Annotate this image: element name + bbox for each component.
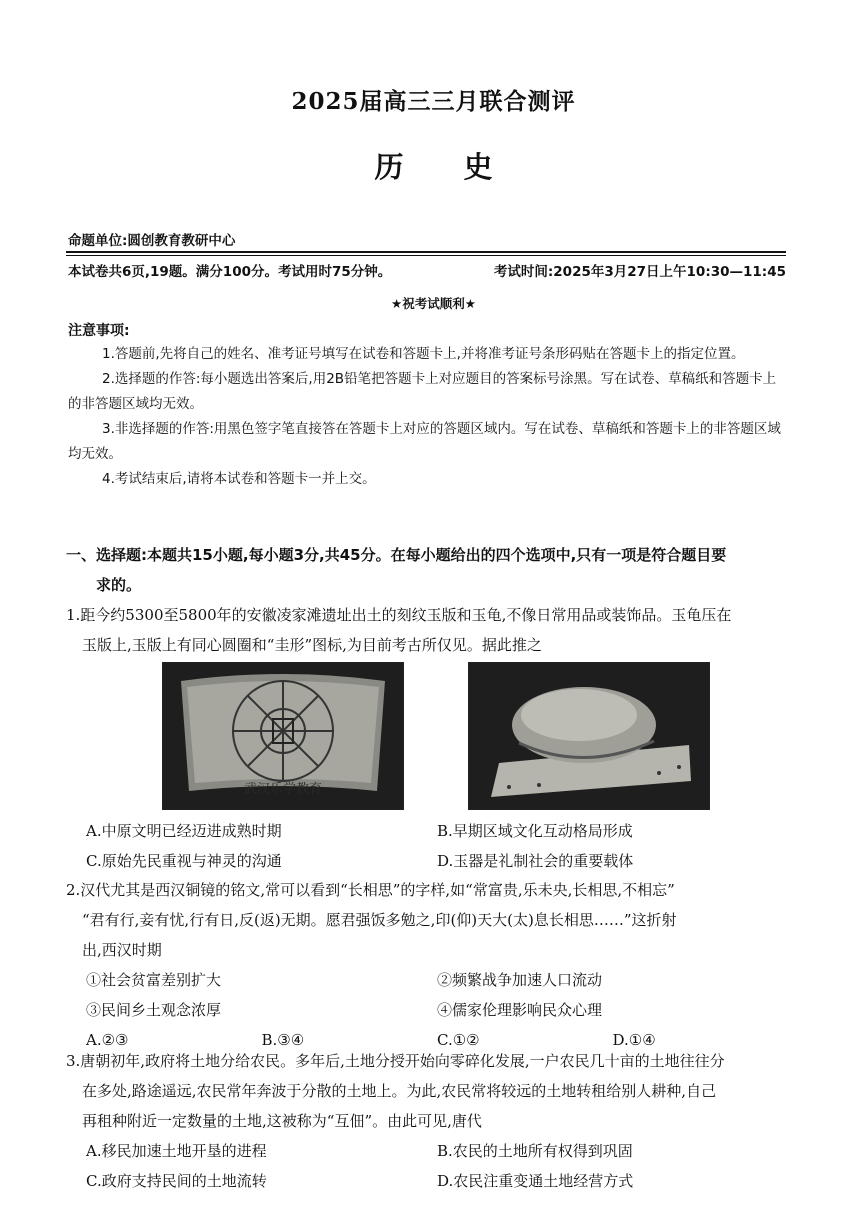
notice-item: 2.选择题的作答:每小题选出答案后,用2B铅笔把答题卡上对应题目的答案标号涂黑。写在试卷、草稿纸和答题卡上的非答题区域均无效。 xyxy=(68,371,777,412)
question-3-stem-line: 3.唐朝初年,政府将土地分给农民。多年后,土地分授开始向零碎化发展,一户农民几十亩的土地往往分 xyxy=(66,1052,725,1070)
option-b: B.早期区域文化互动格局形成 xyxy=(437,822,633,840)
option-d: D.农民注重变通土地经营方式 xyxy=(437,1172,634,1190)
option-c: C.原始先民重视与神灵的沟通 xyxy=(86,852,282,870)
option-a: A.②③ xyxy=(86,1031,129,1049)
section-heading: 一、选择题:本题共15小题,每小题3分,共45分。在每小题给出的四个选项中,只有一项是符合题目要 求的。 xyxy=(66,546,727,594)
option-c: C.①② xyxy=(437,1031,480,1049)
question-3-stem-line: 在多处,路途遥远,农民常年奔波于分散的土地上。为此,农民常将较远的土地转租给别人耕种,自己 xyxy=(82,1082,717,1100)
question-1-stem-line: 1.距今约5300至5800年的安徽凌家滩遗址出土的刻纹玉版和玉龟,不像日常用品或装饰品。玉龟压在 xyxy=(66,606,732,624)
exam-title: 2025届高三三月联合测评 xyxy=(291,88,576,115)
jade-plate-photo xyxy=(162,662,404,810)
notice-item: 3.非选择题的作答:用黑色签字笔直接答在答题卡上对应的答题区域内。写在试卷、草稿纸和答题卡上的非答题区域均无效。 xyxy=(68,421,781,462)
statement-1: ①社会贫富差别扩大 xyxy=(86,971,222,989)
question-3 xyxy=(66,1046,788,1196)
header-rule-thick xyxy=(66,251,786,253)
notice-heading: 注意事项: xyxy=(68,323,130,339)
question-1 xyxy=(66,600,788,660)
statement-3: ③民间乡土观念浓厚 xyxy=(86,1001,222,1019)
statement-2: ②频繁战争加速人口流动 xyxy=(437,971,603,989)
jade-turtle-photo xyxy=(468,662,710,810)
question-2 xyxy=(66,875,788,1055)
notice-item: 1.答题前,先将自己的姓名、准考证号填写在试卷和答题卡上,并将准考证号条形码贴在答题卡上的指定位置。 xyxy=(102,346,745,362)
option-b: B.农民的土地所有权得到巩固 xyxy=(437,1142,633,1160)
option-a: A.移民加速土地开垦的进程 xyxy=(86,1142,267,1160)
paper-info-row xyxy=(68,260,786,280)
question-1-stem-line: 玉版上,玉版上有同心圆圈和“圭形”图标,为目前考古所仅见。据此推之 xyxy=(82,636,542,654)
option-a: A.中原文明已经迈进成熟时期 xyxy=(86,822,282,840)
question-1-options xyxy=(66,816,788,876)
header-rule-thin xyxy=(66,255,786,256)
option-d: D.玉器是礼制社会的重要载体 xyxy=(437,852,634,870)
exam-time: 考试时间:2025年3月27日上午10:30—11:45 xyxy=(493,264,786,280)
notice-item: 4.考试结束后,请将本试卷和答题卡一并上交。 xyxy=(102,471,376,487)
statement-4: ④儒家伦理影响民众心理 xyxy=(437,1001,603,1019)
notice-list xyxy=(68,342,786,492)
good-luck-note: ★祝考试顺利★ xyxy=(391,296,476,311)
author-unit: 命题单位:圆创教育教研中心 xyxy=(68,233,236,249)
subject-title: 历史 xyxy=(374,150,553,184)
option-b: B.③④ xyxy=(261,1031,305,1049)
photo-watermark: 武汉乐学教育 xyxy=(243,782,323,797)
paper-info: 本试卷共6页,19题。满分100分。考试用时75分钟。 xyxy=(68,264,392,280)
option-c: C.政府支持民间的土地流转 xyxy=(86,1172,267,1190)
question-2-stem-line: 2.汉代尤其是西汉铜镜的铭文,常可以看到“长相思”的字样,如“常富贵,乐未央,长相思,不相忘” xyxy=(66,881,675,899)
question-2-stem-line: “君有行,妾有忧,行有日,反(返)无期。愿君强饭多勉之,印(仰)天大(太)息长相思……”这折射 xyxy=(82,911,677,929)
question-2-stem-line: 出,西汉时期 xyxy=(82,941,162,959)
option-d: D.①④ xyxy=(612,1031,656,1049)
question-3-stem-line: 再租种附近一定数量的土地,这被称为“互佃”。由此可见,唐代 xyxy=(82,1112,482,1130)
